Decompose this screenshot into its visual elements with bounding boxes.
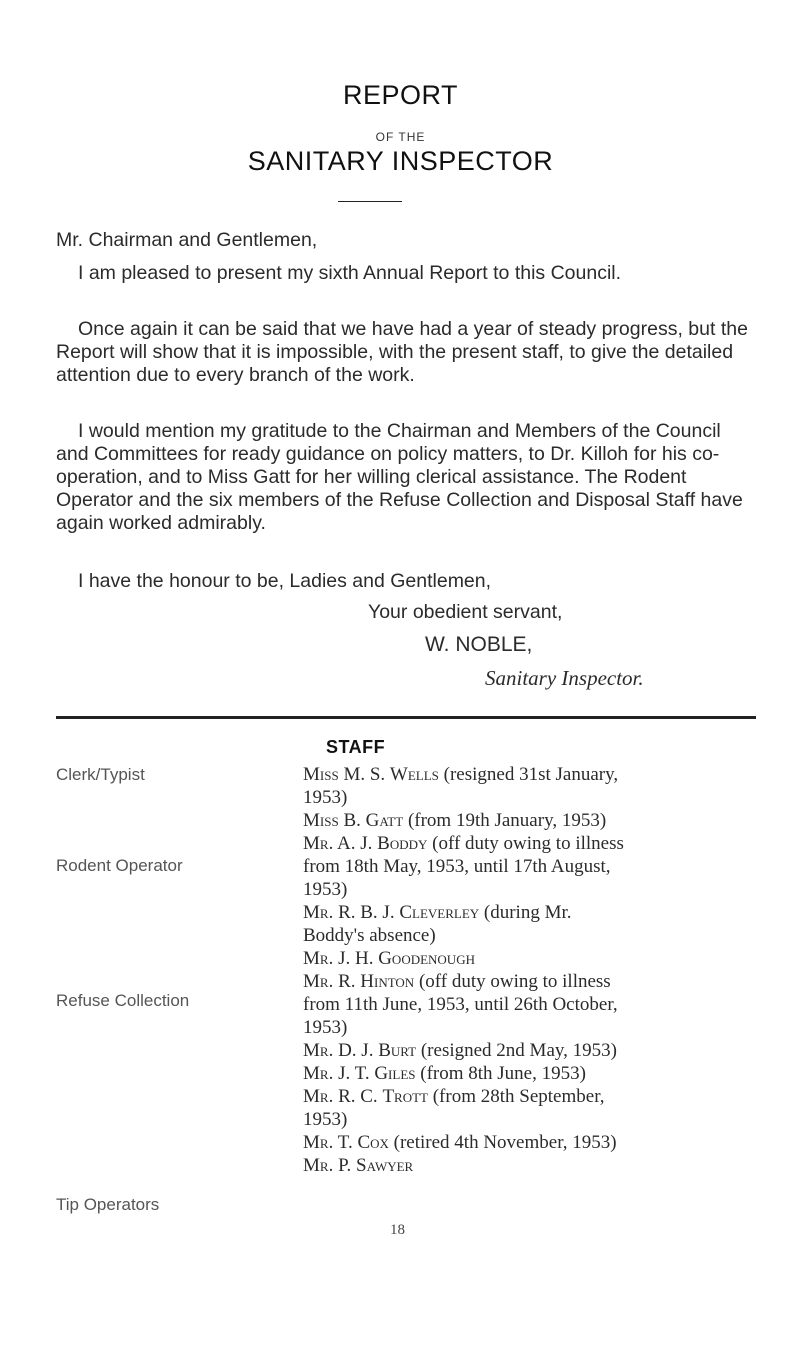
staff-initials: A. J. (337, 833, 373, 854)
staff-line (303, 947, 773, 970)
staff-line (303, 878, 773, 901)
staff-line (303, 763, 773, 786)
staff-line-text: 1953) (303, 1109, 348, 1130)
staff-title: Mr. (303, 833, 334, 854)
staff-surname: Sawyer (356, 1155, 414, 1176)
staff-initials: R. (338, 971, 356, 992)
staff-line (303, 855, 773, 878)
report-title: REPORT (342, 80, 459, 110)
staff-line (303, 1108, 773, 1131)
staff-initials: R. B. J. (338, 902, 395, 923)
staff-heading: STAFF (326, 737, 386, 757)
staff-surname: Gatt (365, 810, 404, 831)
staff-note: (resigned 2nd May, 1953) (420, 1040, 617, 1061)
staff-title: Mr. (303, 1040, 334, 1061)
staff-title: Mr. (303, 1132, 334, 1153)
staff-initials: P. (338, 1155, 352, 1176)
closing-line: I have the honour to be, Ladies and Gentlemen, (78, 570, 492, 592)
paragraph-2: Once again it can be said that we have had a year of steady progress, but the Report will show that it is impossible, with the present staff, to give the detailed attention due to every branch of the work. (56, 318, 748, 386)
staff-note: (from 28th September, (432, 1086, 605, 1107)
staff-note: (resigned 31st January, (443, 764, 619, 785)
staff-line-text: from 18th May, 1953, until 17th August, (303, 856, 611, 877)
salutation: Mr. Chairman and Gentlemen, (56, 229, 318, 251)
staff-title: Mr. (303, 971, 334, 992)
staff-surname: Goodenough (378, 948, 475, 969)
staff-surname: Boddy (377, 833, 428, 854)
title-divider (338, 201, 402, 202)
role-tip-operators: Tip Operators (56, 1195, 160, 1214)
staff-line (303, 809, 773, 832)
page-number: 18 (390, 1222, 405, 1238)
valediction: Your obedient servant, (368, 601, 563, 623)
signature-name: W. NOBLE, (425, 633, 533, 656)
role-refuse-collection: Refuse Collection (56, 991, 190, 1010)
paragraph-3: I would mention my gratitude to the Chairman and Members of the Council and Committees for ready guidance on policy matters, to Dr. Killoh for his co-operation, and to Miss Gatt for her willing clerical assistance. The Rodent Operator and the six members of the Refuse Collection and Disposal Staff have again worked admirably. (56, 420, 743, 534)
staff-initials: D. J. (338, 1040, 374, 1061)
staff-initials: J. H. (338, 948, 374, 969)
staff-surname: Burt (378, 1040, 417, 1061)
staff-initials: B. (343, 810, 361, 831)
staff-line-text: from 11th June, 1953, until 26th October, (303, 994, 618, 1015)
staff-initials: M. S. (343, 764, 386, 785)
staff-title: Miss (303, 810, 339, 831)
staff-note: (retired 4th November, 1953) (393, 1132, 617, 1153)
staff-note: (off duty owing to illness (432, 833, 624, 854)
staff-line-text: 1953) (303, 1017, 348, 1038)
staff-surname: Giles (374, 1063, 416, 1084)
paragraph-1: I am pleased to present my sixth Annual Report to this Council. (78, 262, 622, 284)
role-clerk-typist: Clerk/Typist (56, 765, 145, 784)
staff-line (303, 1154, 773, 1177)
staff-surname: Cox (357, 1132, 389, 1153)
staff-note: (during Mr. (483, 902, 572, 923)
staff-line (303, 1062, 773, 1085)
staff-line (303, 1039, 773, 1062)
section-divider (56, 716, 756, 719)
staff-surname: Hinton (360, 971, 415, 992)
staff-line (303, 832, 773, 855)
report-subtitle: SANITARY INSPECTOR (247, 146, 554, 176)
staff-title: Miss (303, 764, 339, 785)
staff-surname: Cleverley (399, 902, 480, 923)
staff-line (303, 1016, 773, 1039)
staff-title: Mr. (303, 902, 334, 923)
staff-note: (from 8th June, 1953) (420, 1063, 586, 1084)
staff-initials: T. (337, 1132, 353, 1153)
staff-line (303, 970, 773, 993)
staff-line-text: 1953) (303, 879, 348, 900)
staff-line (303, 1085, 773, 1108)
staff-line (303, 993, 773, 1016)
role-rodent-operator: Rodent Operator (56, 856, 183, 875)
staff-initials: J. T. (338, 1063, 370, 1084)
staff-line (303, 901, 773, 924)
staff-title: Mr. (303, 1086, 334, 1107)
staff-title: Mr. (303, 1155, 334, 1176)
staff-surname: Trott (382, 1086, 428, 1107)
staff-surname: Wells (389, 764, 439, 785)
staff-line-text: Boddy's absence) (303, 925, 436, 946)
staff-title: Mr. (303, 948, 334, 969)
staff-list (303, 763, 773, 1177)
staff-initials: R. C. (338, 1086, 378, 1107)
staff-title: Mr. (303, 1063, 334, 1084)
staff-line-text: 1953) (303, 787, 348, 808)
staff-line (303, 924, 773, 947)
staff-line (303, 786, 773, 809)
staff-note: (from 19th January, 1953) (407, 810, 607, 831)
staff-line (303, 1131, 773, 1154)
title-of-the: OF THE (375, 130, 426, 144)
signature-title: Sanitary Inspector. (485, 666, 644, 690)
staff-note: (off duty owing to illness (418, 971, 611, 992)
